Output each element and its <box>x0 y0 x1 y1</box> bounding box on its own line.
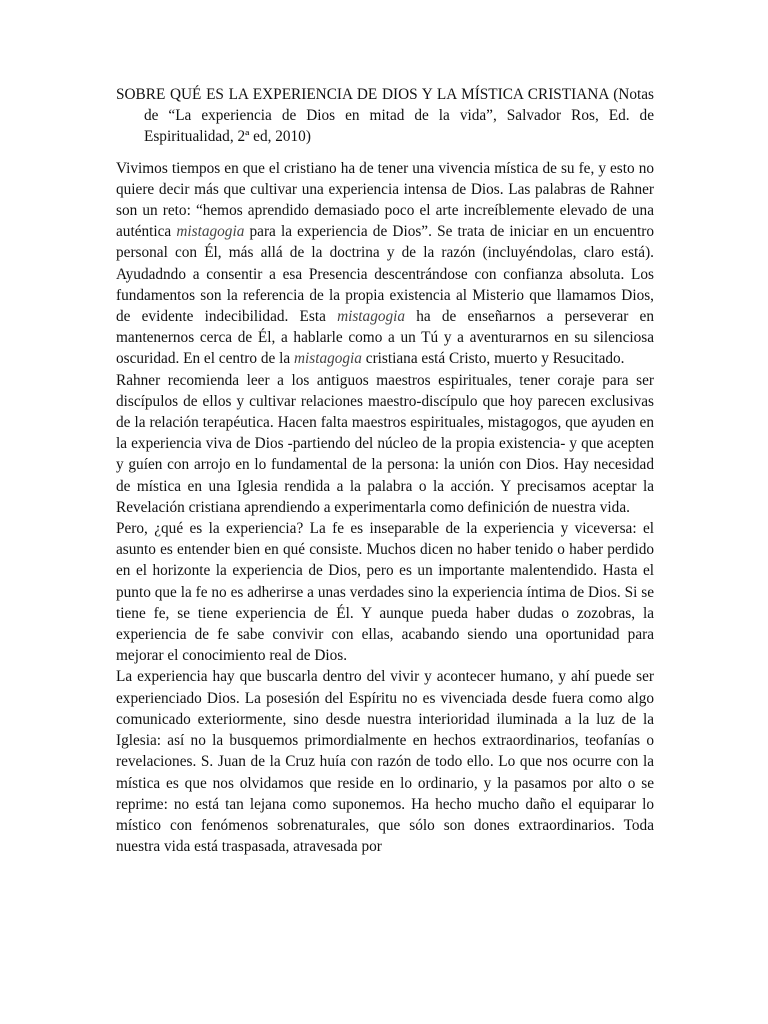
paragraph-rahner: Rahner recomienda leer a los antiguos maestros espirituales, tener coraje para ser discípulos de ellos y cultivar relaciones maestro-discípulo que hoy parecen exclusivas de la relación terapéutica. Hacen falta maestros espirituales, mistagogos, que ayuden en la experiencia viva de Dios -partiendo del núcleo de la propia existencia- y que acepten y guíen con arrojo en lo fundamental de la persona: la unión con Dios. Hay necesidad de mística en una Iglesia rendida a la palabra o la acción. Y precisamos aceptar la Revelación cristiana aprendiendo a experimentarla como definición de nuestra vida. <box>116 371 654 516</box>
document-title: SOBRE QUÉ ES LA EXPERIENCIA DE DIOS Y LA MÍSTICA CRISTIANA <box>116 86 609 103</box>
paragraph-mistagogia <box>116 158 654 370</box>
document-source-note: (Notas de “La experiencia de Dios en mitad de la vida”, Salvador Ros, Ed. de Espiritualidad, 2ª ed, 2010) <box>144 86 654 146</box>
paragraph-text: ha de enseñarnos a perseverar en mantenernos cerca de Él, a hablarle como a un Tú y a aventurarnos en su silenciosa oscuridad. En el centro de la <box>116 308 654 368</box>
italic-term: mistagogia <box>337 308 406 326</box>
paragraph-text: Vivimos tiempos en que el cristiano ha de tener una vivencia mística de su fe, y esto no quiere decir más que cultivar una experiencia intensa de Dios. Las palabras de Rahner son un reto: “hemos aprendido demasiado poco el arte increíblemente elevado de una auténtica <box>116 159 654 241</box>
paragraph-text: para la experiencia de Dios”. Se trata de iniciar en un encuentro personal con Él, más allá de la doctrina y de la razón (incluyéndolas, claro está). Ayudadndo a consentir a esa Presencia descentrándose con confianza absoluta. Los fundamentos son la referencia de la propia existencia al Misterio que llamamos Dios, de evidente indecibilidad. Esta <box>116 223 654 326</box>
document-heading <box>116 84 654 148</box>
document-page <box>116 84 654 857</box>
paragraph-text: cristiana está Cristo, muerto y Resucitado. <box>361 350 625 368</box>
paragraph-experiencia: Pero, ¿qué es la experiencia? La fe es inseparable de la experiencia y viceversa: el asunto es entender bien en qué consiste. Muchos dicen no haber tenido o haber perdido en el horizonte la experiencia de Dios, pero es un importante malentendido. Hasta el punto que la fe no es adherirse a unas verdades sino la experiencia íntima de Dios. Si se tiene fe, se tiene experiencia de Él. Y aunque pueda haber dudas o zozobras, la experiencia de fe sabe convivir con ellas, acabando siendo una oportunidad para mejorar el conocimiento real de Dios. <box>116 520 654 665</box>
italic-term: mistagogia <box>176 223 245 241</box>
paragraph-vivir-humano: La experiencia hay que buscarla dentro del vivir y acontecer humano, y ahí puede ser experienciado Dios. La posesión del Espíritu no es vivenciada desde fuera como algo comunicado exteriormente, sino desde nuestra interioridad iluminada a la luz de la Iglesia: así no la busquemos primordialmente en hechos extraordinarios, teofanías o revelaciones. S. Juan de la Cruz huía con razón de todo ello. Lo que nos ocurre con la mística es que nos olvidamos que reside en lo ordinario, y la pasamos por alto o se reprime: no está tan lejana como suponemos. Ha hecho mucho daño el equiparar lo místico con fenómenos sobrenaturales, que sólo son dones extraordinarios. Toda nuestra vida está traspasada, atravesada por <box>116 668 654 856</box>
italic-term: mistagogia <box>293 350 362 368</box>
